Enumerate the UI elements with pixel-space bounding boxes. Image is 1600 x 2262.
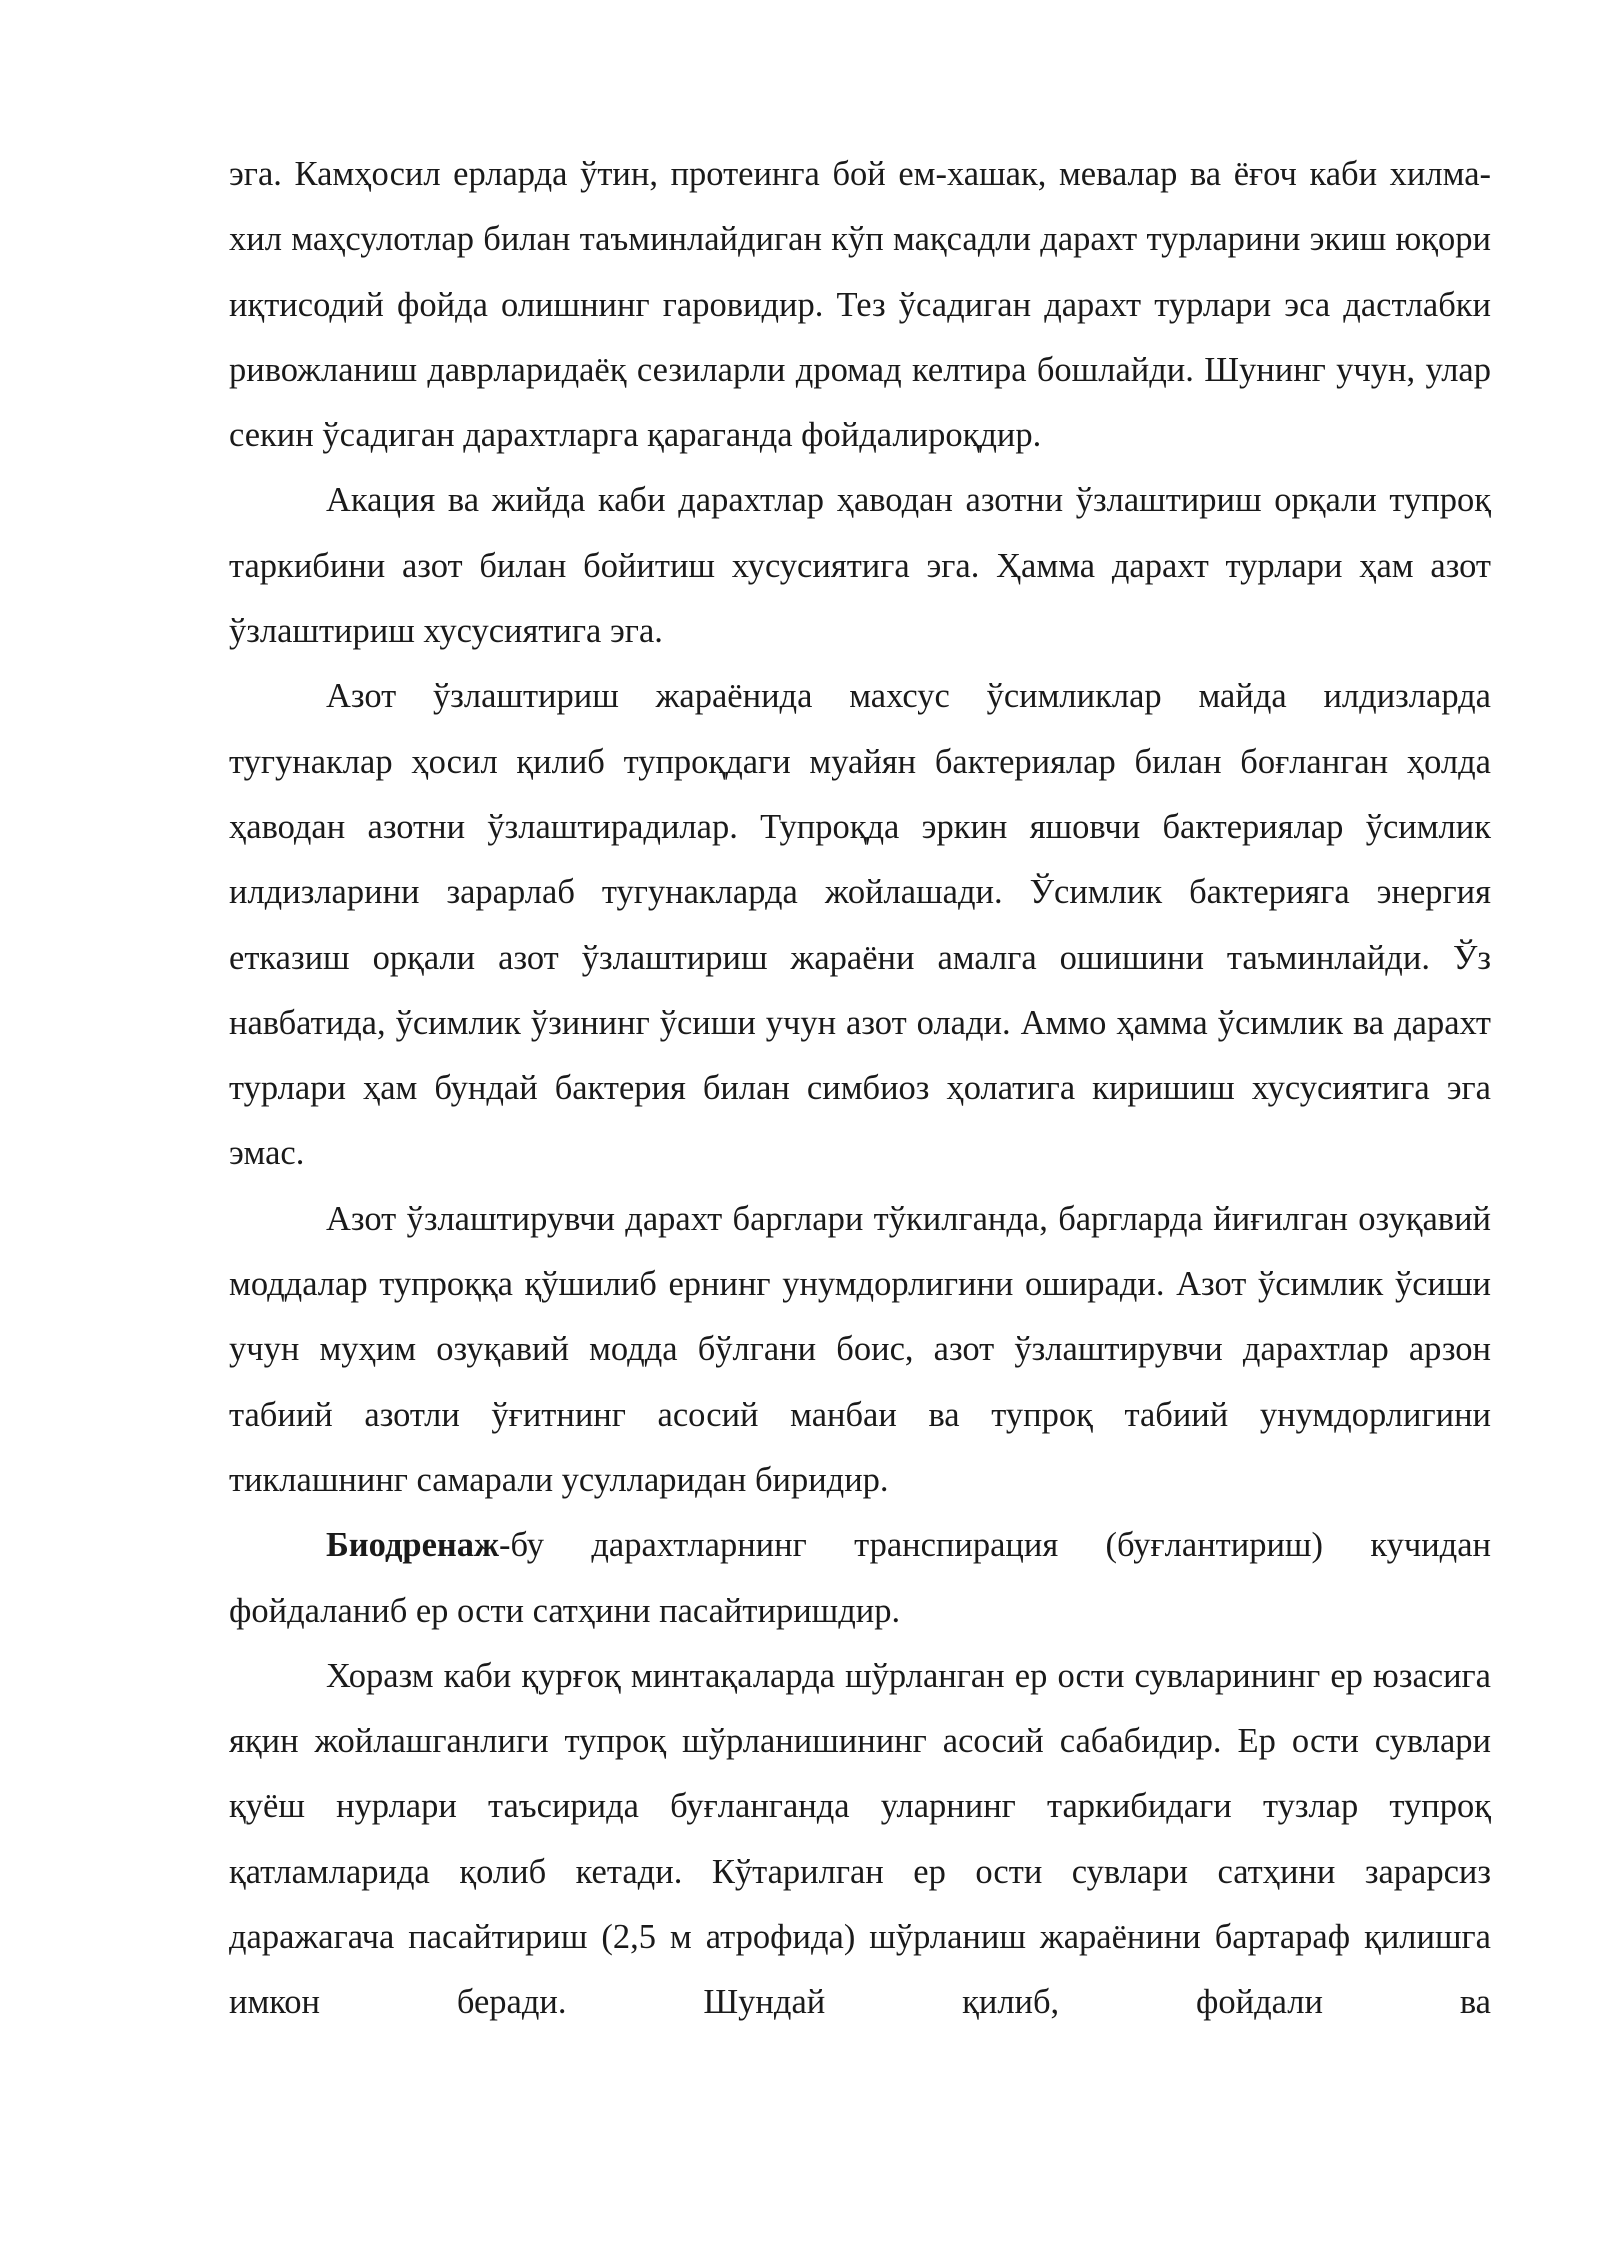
paragraph-leaf-fall: Азот ўзлаштирувчи дарахт барглари тўкилганда, баргларда йиғилган озуқавий моддалар тупроққа қўшилиб ернинг унумдорлигини оширади. Азот ўсимлик ўсиши учун муҳим озуқавий модда бўлгани боис, азот ўзлаштирувчи дарахтлар арзон табиий азотли ўғитнинг асосий манбаи ва тупроқ табиий унумдорлигини тиклашнинг самарали усулларидан биридир.: [229, 1199, 1491, 1499]
paragraph-khorezm: Хоразм каби қурғоқ минтақаларда шўрланган ер ости сувларининг ер юзасига яқин жойлашганлиги тупроқ шўрланишининг асосий сабабидир. Ер ости сувлари қуёш нурлари таъсирида буғланганда уларнинг таркибидаги тузлар тупроқ қатламларида қолиб кетади. Кўтарилган ер ости сувлари сатҳини зарарсиз даражагача пасайтириш (2,5 м атрофида) шўрланиш жараёнини бартараф қилишга имкон беради. Шундай қилиб, фойдали ва: [229, 1656, 1491, 2022]
paragraph-acacia: Акация ва жийда каби дарахтлар ҳаводан азотни ўзлаштириш орқали тупроқ таркибини азот билан бойитиш хусусиятига эга. Ҳамма дарахт турлари ҳам азот ўзлаштириш хусусиятига эга.: [229, 481, 1491, 651]
document-page: [229, 142, 1491, 2036]
paragraph-nitrogen-fixation: Азот ўзлаштириш жараёнида махсус ўсимликлар майда илдизларда тугунаклар ҳосил қилиб тупроқдаги муайян бактериялар билан боғланган ҳолда ҳаводан азотни ўзлаштирадилар. Тупроқда эркин яшовчи бактериялар ўсимлик илдизларини зарарлаб тугунакларда жойлашади. Ўсимлик бактерияга энергия етказиш орқали азот ўзлаштириш жараёни амалга ошишини таъминлайди. Ўз навбатида, ўсимлик ўзининг ўсиши учун азот олади. Аммо ҳамма ўсимлик ва дарахт турлари ҳам бундай бактерия билан симбиоз ҳолатига киришиш хусусиятига эга эмас.: [229, 677, 1491, 1173]
paragraph-biodrainage: [229, 1513, 1491, 1644]
paragraph-continued: эга. Камҳосил ерларда ўтин, протеинга бой ем-хашак, мевалар ва ёғоч каби хилма-хил маҳсулотлар билан таъминлайдиган кўп мақсадли дарахт турларини экиш юқори иқтисодий фойда олишнинг гаровидир. Тез ўсадиган дарахт турлари эса дастлабки ривожланиш даврларидаёқ сезиларли дромад келтира бошлайди. Шунинг учун, улар секин ўсадиган дарахтларга қараганда фойдалироқдир.: [229, 155, 1491, 455]
biodrainage-term: Биодренаж: [326, 1526, 500, 1565]
biodrainage-definition: -бу дарахтларнинг транспирация (буғлантириш) кучидан фойдаланиб ер ости сатҳини пасайтиришдир.: [229, 1526, 1491, 1630]
